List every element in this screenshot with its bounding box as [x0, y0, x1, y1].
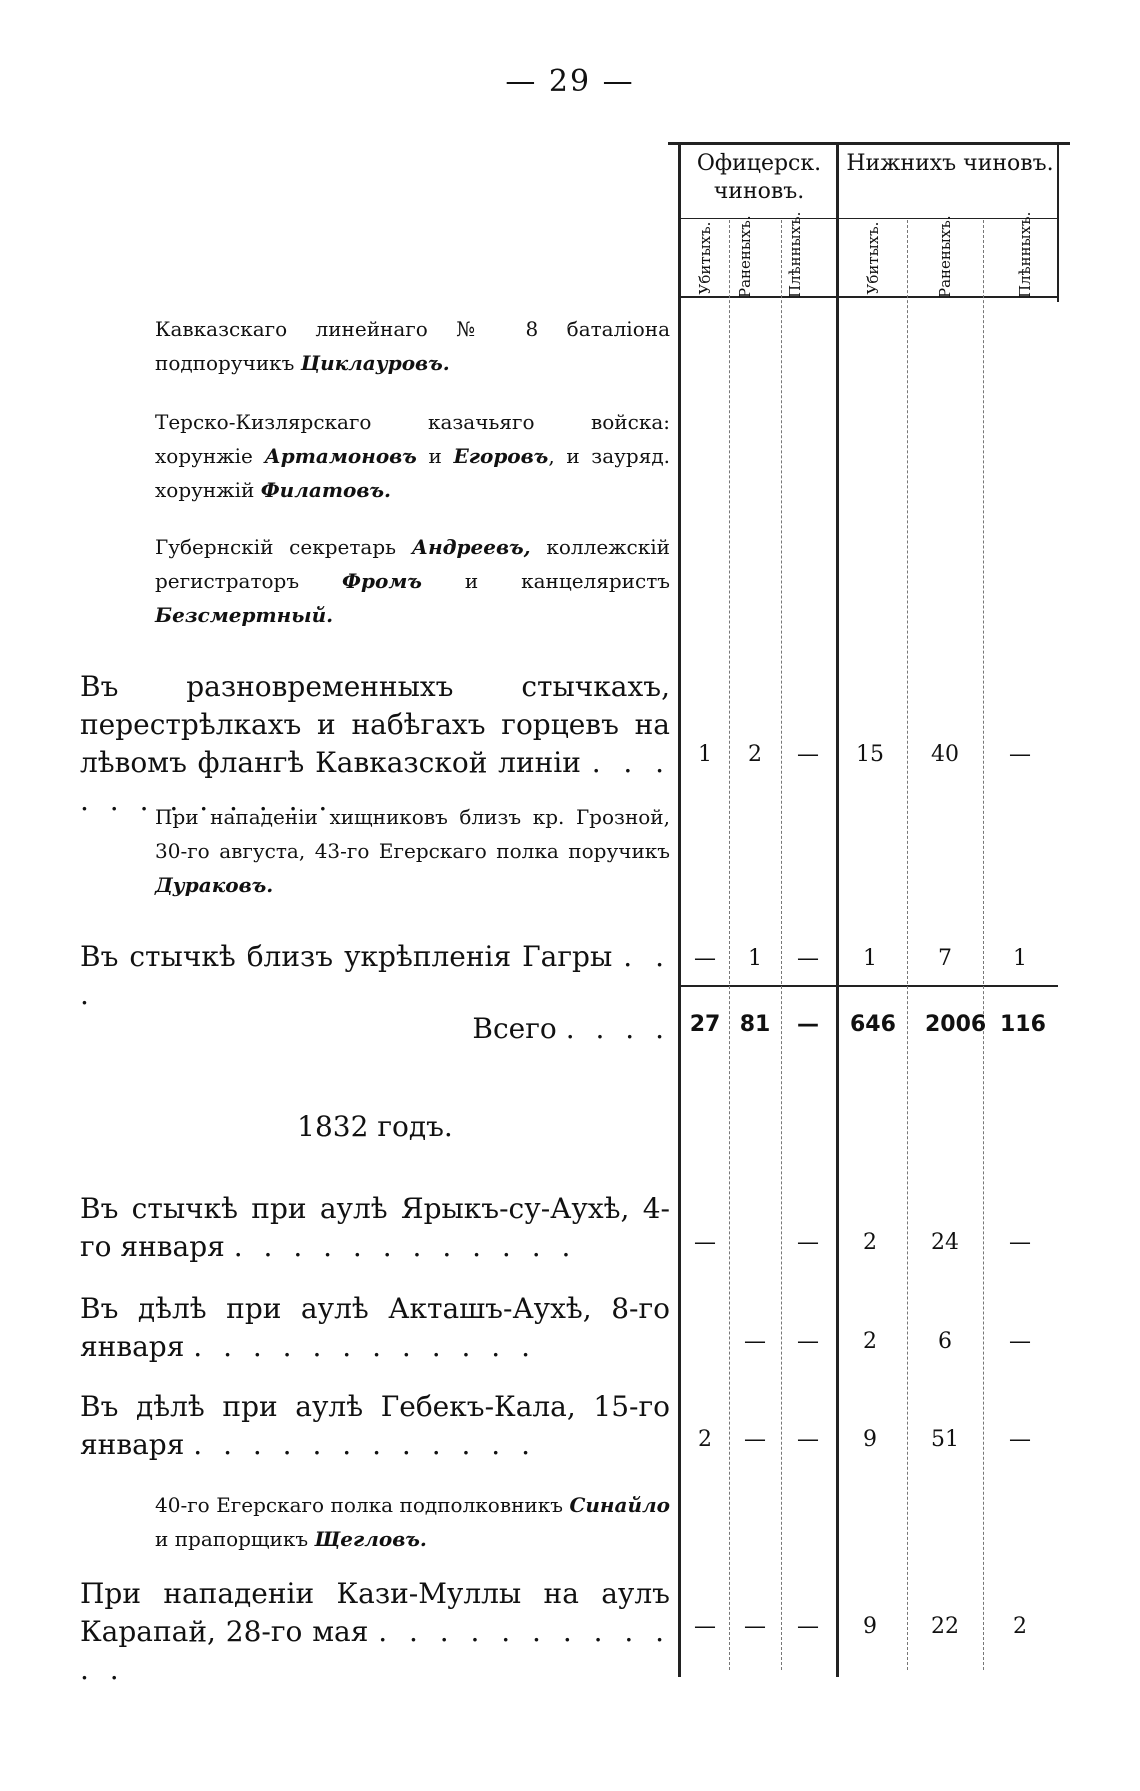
cell-officers-wounded: —	[744, 1427, 766, 1452]
table-right-border	[1057, 142, 1059, 302]
cell-ranks-captured: 2	[1013, 1614, 1027, 1639]
page-number: — 29 —	[505, 64, 635, 99]
entry-aktash-aukh	[80, 1290, 670, 1366]
cell-officers-killed: 1	[698, 742, 712, 767]
column-separator	[729, 220, 730, 1670]
person-name: Филатовъ.	[260, 478, 391, 502]
subcol-officers-wounded: Раненыхъ.	[736, 215, 754, 298]
column-separator	[781, 220, 782, 1670]
note-block	[80, 530, 670, 632]
cell-ranks-captured: —	[1009, 1230, 1031, 1255]
note-text: Кавказскаго линейнаго № 8 баталіона подпоручикъ	[155, 317, 670, 375]
cell-officers-wounded: 2	[748, 742, 762, 767]
entry-gebek-kala	[80, 1388, 670, 1464]
entry-text: Въ дѣлѣ при аулѣ Гебекъ-Кала, 15-го января	[80, 1390, 670, 1461]
note-text: коллежскій регистраторъ	[155, 535, 670, 593]
person-name: Артамоновъ	[264, 444, 417, 468]
cell-ranks-wounded: 40	[931, 742, 959, 767]
entry-flank-skirmishes	[80, 668, 670, 820]
table-group-divider	[836, 142, 839, 1677]
note-block	[80, 312, 670, 380]
note-text: и прапорщикъ	[155, 1527, 315, 1551]
note-text: Терско-Кизлярскаго казачьяго войска: хорунжіе	[155, 410, 670, 468]
cell-ranks-captured: —	[1009, 742, 1031, 767]
note-text: и	[416, 444, 454, 468]
officers-header: Офицерск. чиновъ.	[696, 151, 822, 204]
table-top-rule	[668, 142, 1070, 145]
note-text: 40-го Егерскаго полка подполковникъ	[155, 1493, 570, 1517]
cell-officers-captured: —	[797, 1230, 819, 1255]
cell-ranks-killed: 2	[863, 1230, 877, 1255]
cell-officers-wounded: 81	[739, 1012, 771, 1037]
subcol-officers-captured: Плѣнныхъ.	[786, 211, 804, 298]
column-separator	[907, 220, 908, 1670]
note-block	[80, 405, 670, 507]
subcol-ranks-captured: Плѣнныхъ.	[1016, 211, 1034, 298]
leader-dots: . . . . . . . . . . . .	[233, 1230, 577, 1263]
note-text: Губернскій секретарь	[155, 535, 412, 559]
cell-officers-captured: —	[797, 946, 819, 971]
cell-ranks-captured: 116	[1000, 1012, 1046, 1037]
cell-ranks-killed: 9	[863, 1427, 877, 1452]
entry-gagry	[80, 938, 670, 1014]
cell-ranks-wounded: 6	[938, 1329, 952, 1354]
cell-officers-captured: —	[797, 1427, 819, 1452]
person-name: Циклауровъ.	[300, 351, 450, 375]
cell-officers-captured: —	[797, 1329, 819, 1354]
note-text: При нападеніи хищниковъ близъ кр. Грозной, 30-го августа, 43-го Егерскаго полка поручикъ	[155, 805, 670, 863]
person-name: Фромъ	[342, 569, 422, 593]
cell-ranks-killed: 646	[850, 1012, 896, 1037]
entry-text: Въ дѣлѣ при аулѣ Акташъ-Аухѣ, 8-го января	[80, 1292, 670, 1363]
cell-officers-captured: —	[797, 742, 819, 767]
cell-ranks-wounded: 51	[931, 1427, 959, 1452]
cell-officers-captured: —	[797, 1012, 819, 1037]
cell-officers-killed: 2	[698, 1427, 712, 1452]
subcol-ranks-killed: Убитыхъ.	[864, 221, 882, 295]
cell-officers-killed: —	[694, 1230, 716, 1255]
cell-officers-killed: 27	[689, 1012, 721, 1037]
cell-officers-wounded: —	[744, 1329, 766, 1354]
leader-dots: . . . . . . . . . . . .	[80, 746, 670, 817]
cell-ranks-killed: 15	[856, 742, 884, 767]
person-name: Дураковъ.	[155, 873, 274, 897]
leader-dots: . . . . . . . . . . . .	[193, 1330, 536, 1363]
cell-officers-wounded: 1	[748, 946, 762, 971]
cell-ranks-wounded: 22	[931, 1614, 959, 1639]
table-total-rule	[680, 985, 1058, 987]
subcol-ranks-wounded: Раненыхъ.	[936, 215, 954, 298]
entry-text: Въ стычкѣ близъ укрѣпленія Гагры	[80, 940, 613, 973]
entry-yaryk-su-aukh	[80, 1190, 670, 1266]
cell-ranks-captured: 1	[1013, 946, 1027, 971]
cell-officers-killed: —	[694, 946, 716, 971]
cell-ranks-wounded: 2006	[925, 1012, 987, 1037]
cell-ranks-captured: —	[1009, 1329, 1031, 1354]
subcol-officers-killed: Убитыхъ.	[696, 221, 714, 295]
note-block	[80, 800, 670, 902]
cell-ranks-wounded: 7	[938, 946, 952, 971]
cell-ranks-killed: 9	[863, 1614, 877, 1639]
cell-officers-killed: —	[694, 1614, 716, 1639]
note-block	[80, 1488, 670, 1556]
cell-ranks-wounded: 24	[931, 1230, 959, 1255]
note-text: и канцеляристъ	[421, 569, 670, 593]
entry-karapai	[80, 1575, 670, 1689]
person-name: Безсмертный.	[155, 603, 334, 627]
entry-text: Въ разновременныхъ стычкахъ, перестрѣлкахъ и набѣгахъ горцевъ на лѣвомъ флангѣ Кавказской линіи	[80, 670, 670, 779]
year-heading: 1832 годъ.	[297, 1110, 453, 1143]
note-text: , и зауряд. хорунжій	[155, 444, 671, 502]
leader-dots: . . . .	[565, 1012, 670, 1045]
person-name: Щегловъ.	[314, 1527, 427, 1551]
person-name: Егоровъ	[453, 444, 549, 468]
cell-ranks-captured: —	[1009, 1427, 1031, 1452]
table-left-border	[678, 142, 681, 1677]
lower-ranks-header: Нижнихъ чиновъ.	[846, 151, 1054, 176]
cell-officers-wounded: —	[744, 1614, 766, 1639]
entry-text: Въ стычкѣ при аулѣ Ярыкъ-су-Аухѣ, 4-го января	[80, 1192, 670, 1263]
total-label-line	[80, 1010, 670, 1048]
cell-ranks-killed: 1	[863, 946, 877, 971]
person-name: Андреевъ,	[411, 535, 531, 559]
leader-dots: . . . . . . . . . . . .	[80, 1615, 671, 1686]
leader-dots: . . . . . . . . . . . .	[193, 1428, 536, 1461]
column-separator	[983, 220, 984, 1670]
total-label: Всего	[472, 1012, 557, 1045]
leader-dots: . . .	[80, 940, 671, 1011]
entry-text: При нападеніи Кази-Муллы на аулъ Карапай, 28-го мая	[80, 1577, 670, 1648]
person-name: Синайло	[569, 1493, 670, 1517]
cell-ranks-killed: 2	[863, 1329, 877, 1354]
cell-officers-captured: —	[797, 1614, 819, 1639]
